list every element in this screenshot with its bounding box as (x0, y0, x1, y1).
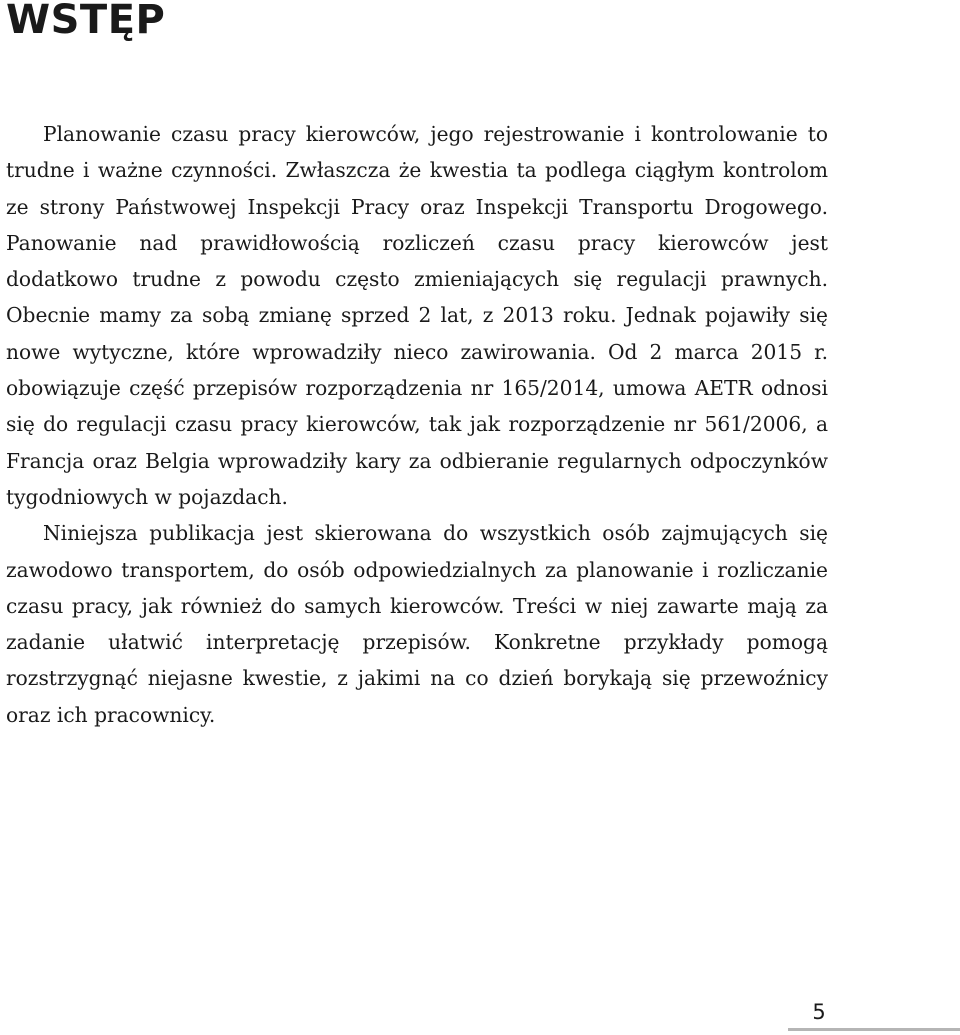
paragraph-audience: Niniejsza publikacja jest skierowana do wszystkich osób zajmujących się zawodowo transportem, do osób odpowiedzialnych za planowanie i rozliczanie czasu pracy, jak również do samych kierowców. Treści w niej zawarte mają za zadanie ułatwić interpretację przepisów. Konkretne przykłady pomogą rozstrzygnąć niejasne kwestie, z jakimi na co dzień borykają się przewoźnicy oraz ich pracownicy. (6, 521, 828, 727)
page-number: 5 (812, 1000, 826, 1024)
paragraph-intro: Planowanie czasu pracy kierowców, jego rejestrowanie i kontrolowanie to trudne i ważne czynności. Zwłaszcza że kwestia ta podlega ciągłym kontrolom ze strony Państwowej Inspekcji Pracy oraz Inspekcji Transportu Drogowego. Panowanie nad prawidłowością rozliczeń czasu pracy kierowców jest dodatkowo trudne z powodu często zmieniających się regulacji prawnych. Obecnie mamy za sobą zmianę sprzed 2 lat, z 2013 roku. Jednak pojawiły się nowe wytyczne, które wprowadziły nieco zawirowania. Od 2 marca 2015 r. obowiązuje część przepisów rozporządzenia nr 165/2014, umowa AETR odnosi się do regulacji czasu pracy kierowców, tak jak rozporządzenie nr 561/2006, a Francja oraz Belgia wprowadziły kary za odbieranie regularnych odpoczynków tygodniowych w pojazdach. (6, 122, 828, 509)
page-heading: WSTĘP (6, 0, 166, 43)
body-text (6, 116, 828, 733)
page-footer-rule (788, 1028, 960, 1031)
